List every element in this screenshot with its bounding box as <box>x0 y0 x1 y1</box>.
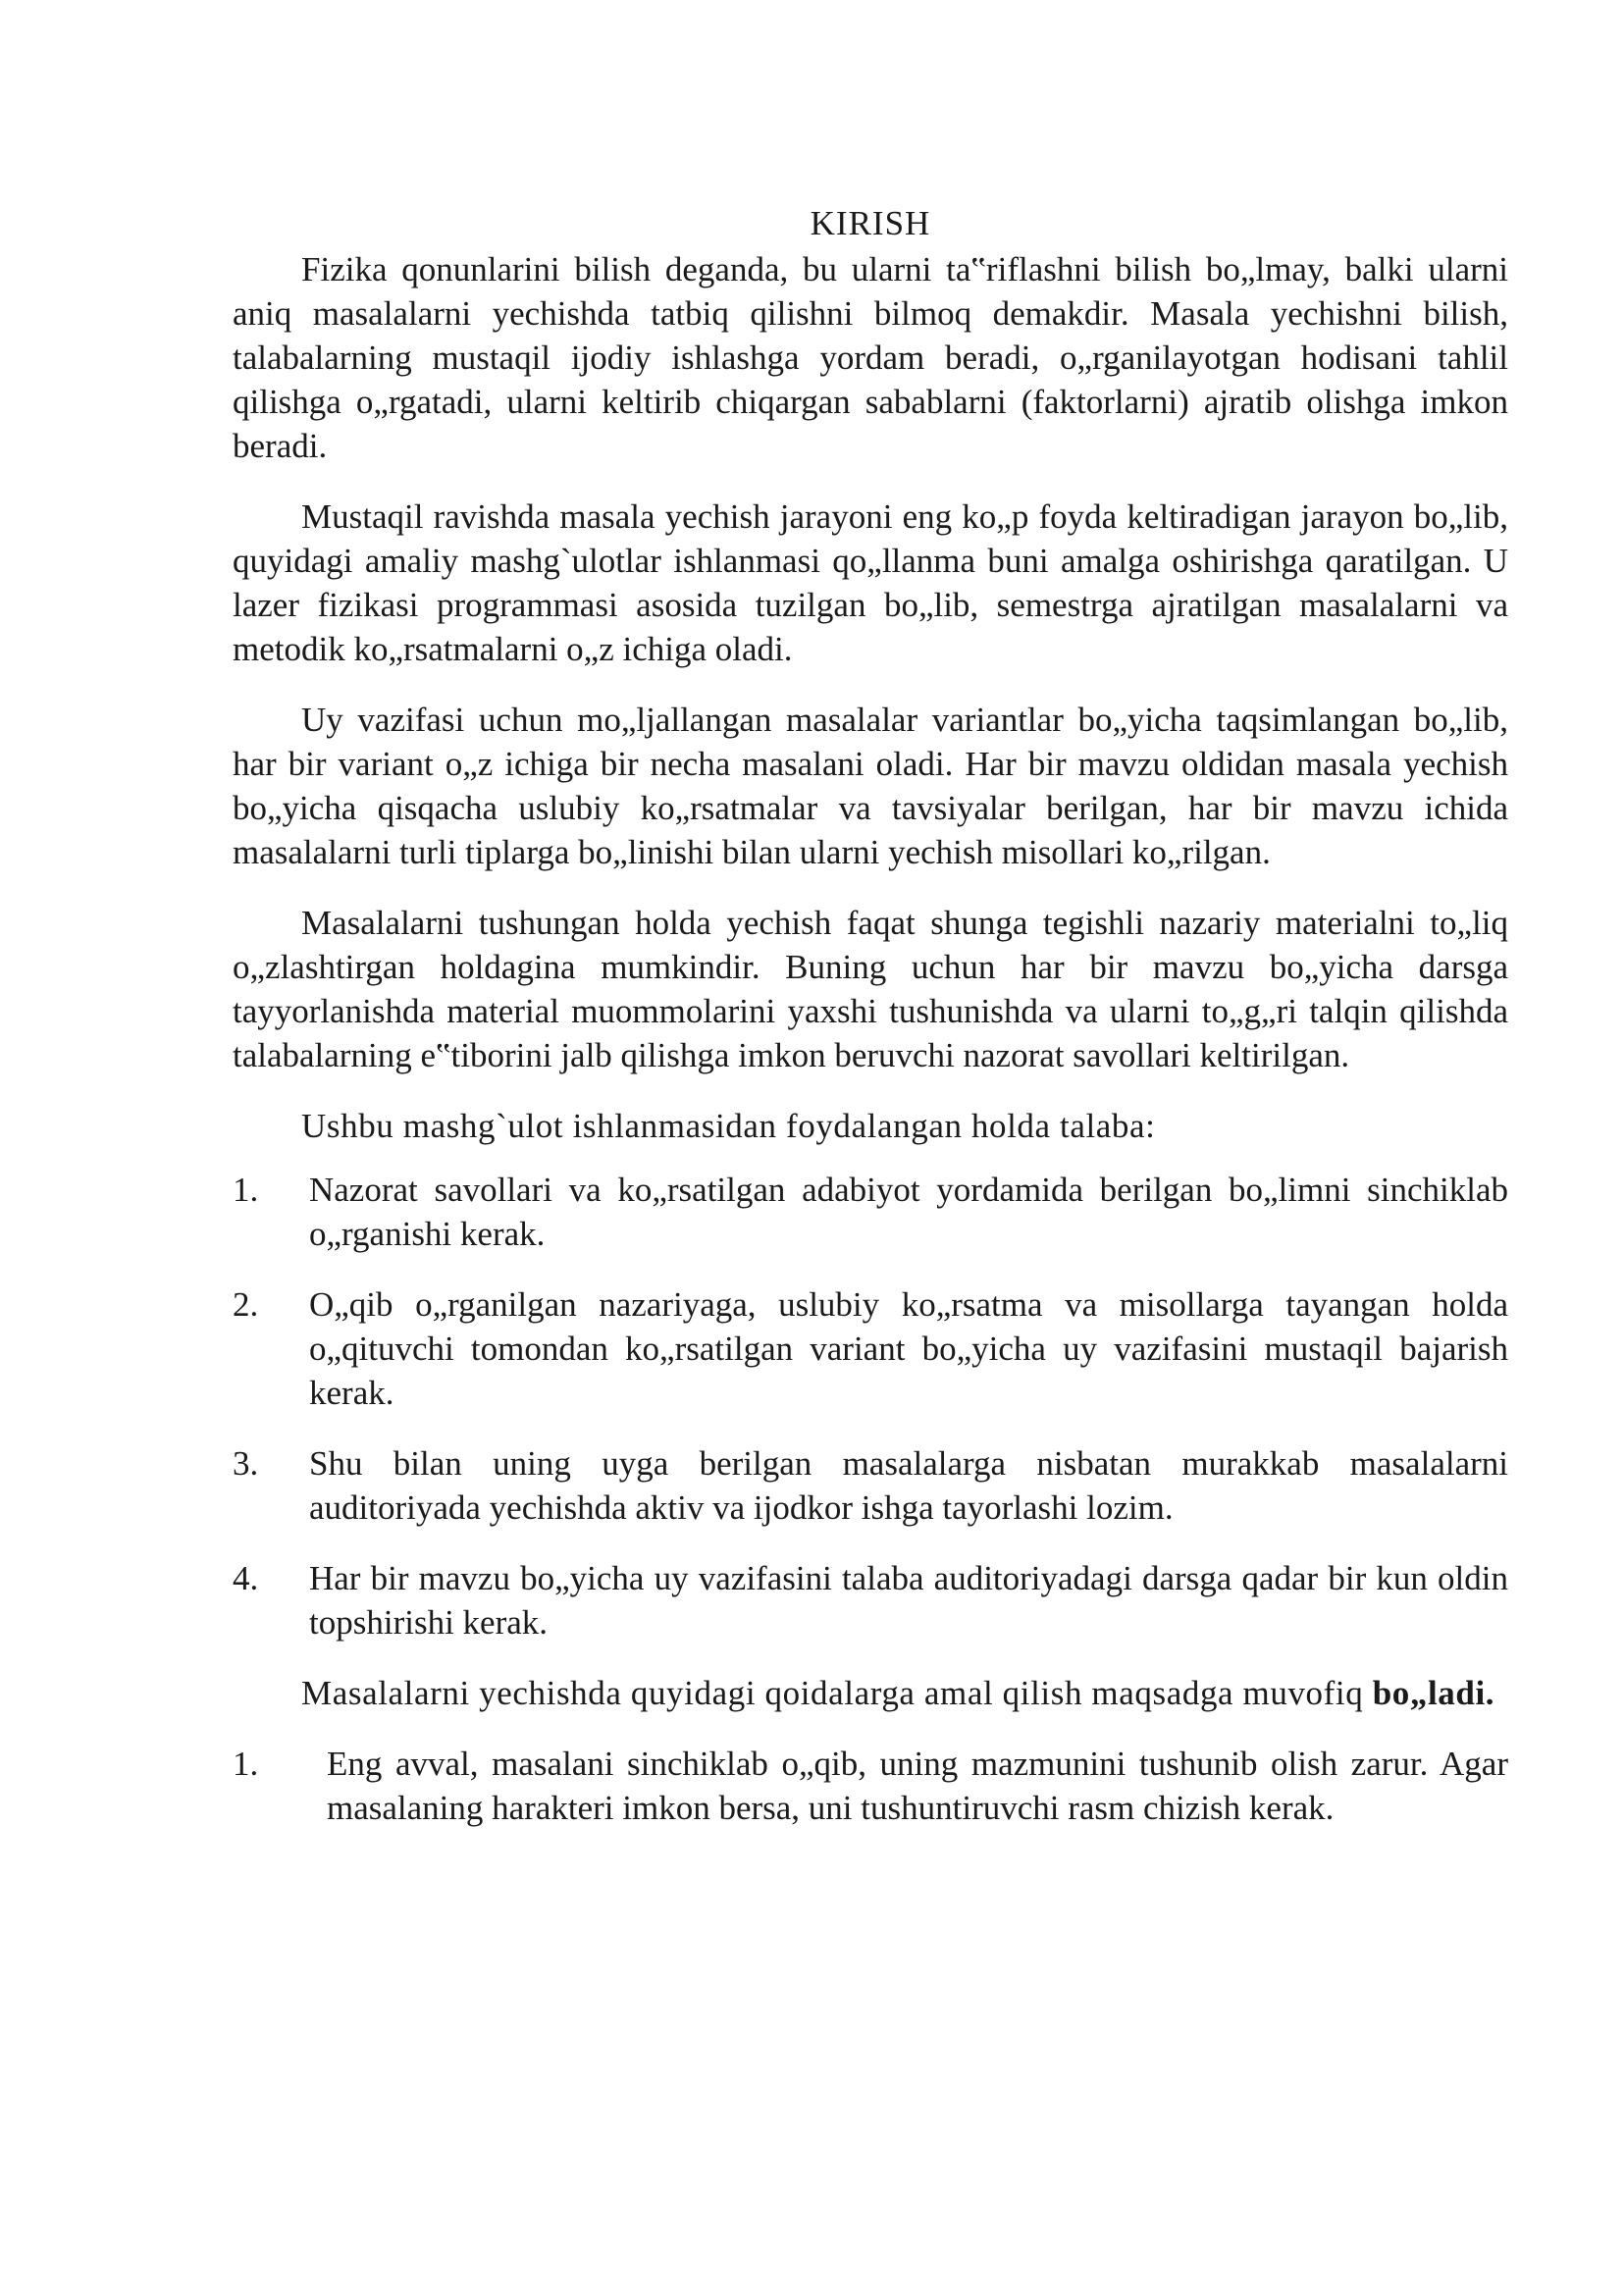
list-item-text: Eng avval, masalani sinchiklab o„qib, uning mazmunini tushunib olish zarur. Agar masalaning harakteri imkon bersa, uni tushuntiruvchi rasm chizish kerak. <box>327 1745 1508 1827</box>
page-title: KIRISH <box>810 204 931 242</box>
list-item <box>233 1742 1508 1830</box>
list-number: 3. <box>233 1444 259 1483</box>
list-item-text: Shu bilan uning uyga berilgan masalalarga nisbatan murakkab masalalarni auditoriyada yechishda aktiv va ijodkor ishga tayorlashi lozim. <box>309 1444 1508 1527</box>
list-number: 1. <box>233 1171 259 1209</box>
paragraph-3: Uy vazifasi uchun mo„ljallangan masalalar variantlar bo„yicha taqsimlangan bo„lib, har bir variant o„z ichiga bir necha masalani oladi. Har bir mavzu oldidan masala yechish bo„yicha qisqacha uslubiy ko„rsatmalar va tavsiyalar berilgan, har bir mavzu ichida masalalarni turli tiplarga bo„linishi bilan ularni yechish misollari ko„rilgan. <box>233 701 1508 871</box>
list-item <box>233 1282 1508 1415</box>
rules-intro-bold: bo„ladi. <box>1372 1674 1495 1712</box>
list-item-text: O„qib o„rganilgan nazariyaga, uslubiy ko„rsatma va misollarga tayangan holda o„qituvchi tomondan ko„rsatilgan variant bo„yicha uy vazifasini mustaqil bajarish kerak. <box>309 1285 1508 1412</box>
student-duties-list <box>233 1168 1508 1644</box>
list-number: 2. <box>233 1285 259 1324</box>
document-page <box>233 201 1508 1856</box>
list-number: 4. <box>233 1559 259 1597</box>
rules-list <box>233 1742 1508 1830</box>
list-item-text: Har bir mavzu bo„yicha uy vazifasini talaba auditoriyadagi darsga qadar bir kun oldin topshirishi kerak. <box>309 1559 1508 1642</box>
rules-intro <box>233 1671 1508 1715</box>
rules-intro-text: Masalalarni yechishda quyidagi qoidalarga amal qilish maqsadga muvofiq <box>301 1674 1364 1712</box>
list-number: 1. <box>233 1745 259 1783</box>
list-item <box>233 1556 1508 1644</box>
list-item <box>233 1168 1508 1256</box>
paragraph-4: Masalalarni tushungan holda yechish faqat shunga tegishli nazariy materialni to„liq o„zlashtirgan holdagina mumkindir. Buning uchun har bir mavzu bo„yicha darsga tayyorlanishda material muommolarini yaxshi tushunishda va ularni to„g„ri talqin qilishda talabalarning e‟tiborini jalb qilishga imkon beruvchi nazorat savollari keltirilgan. <box>233 904 1508 1074</box>
list-item <box>233 1441 1508 1530</box>
paragraph-2: Mustaqil ravishda masala yechish jarayoni eng ko„p foyda keltiradigan jarayon bo„lib, quyidagi amaliy mashg`ulotlar ishlanmasi qo„llanma buni amalga oshirishga qaratilgan. U lazer fizikasi programmasi asosida tuzilgan bo„lib, semestrga ajratilgan masalalarni va metodik ko„rsatmalarni o„z ichiga oladi. <box>233 497 1508 668</box>
list-item-text: Nazorat savollari va ko„rsatilgan adabiyot yordamida berilgan bo„limni sinchiklab o„rganishi kerak. <box>309 1171 1508 1253</box>
paragraph-1: Fizika qonunlarini bilish deganda, bu ularni ta‟riflashni bilish bo„lmay, balki ularni aniq masalalarni yechishda tatbiq qilishni bilmoq demakdir. Masala yechishni bilish, talabalarning mustaqil ijodiy ishlashga yordam beradi, o„rganilayotgan hodisani tahlil qilishga o„rgatadi, ularni keltirib chiqargan sabablarni (faktorlarni) ajratib olishga imkon beradi. <box>233 250 1508 465</box>
list-intro: Ushbu mashg`ulot ishlanmasidan foydalangan holda talaba: <box>301 1107 1156 1145</box>
